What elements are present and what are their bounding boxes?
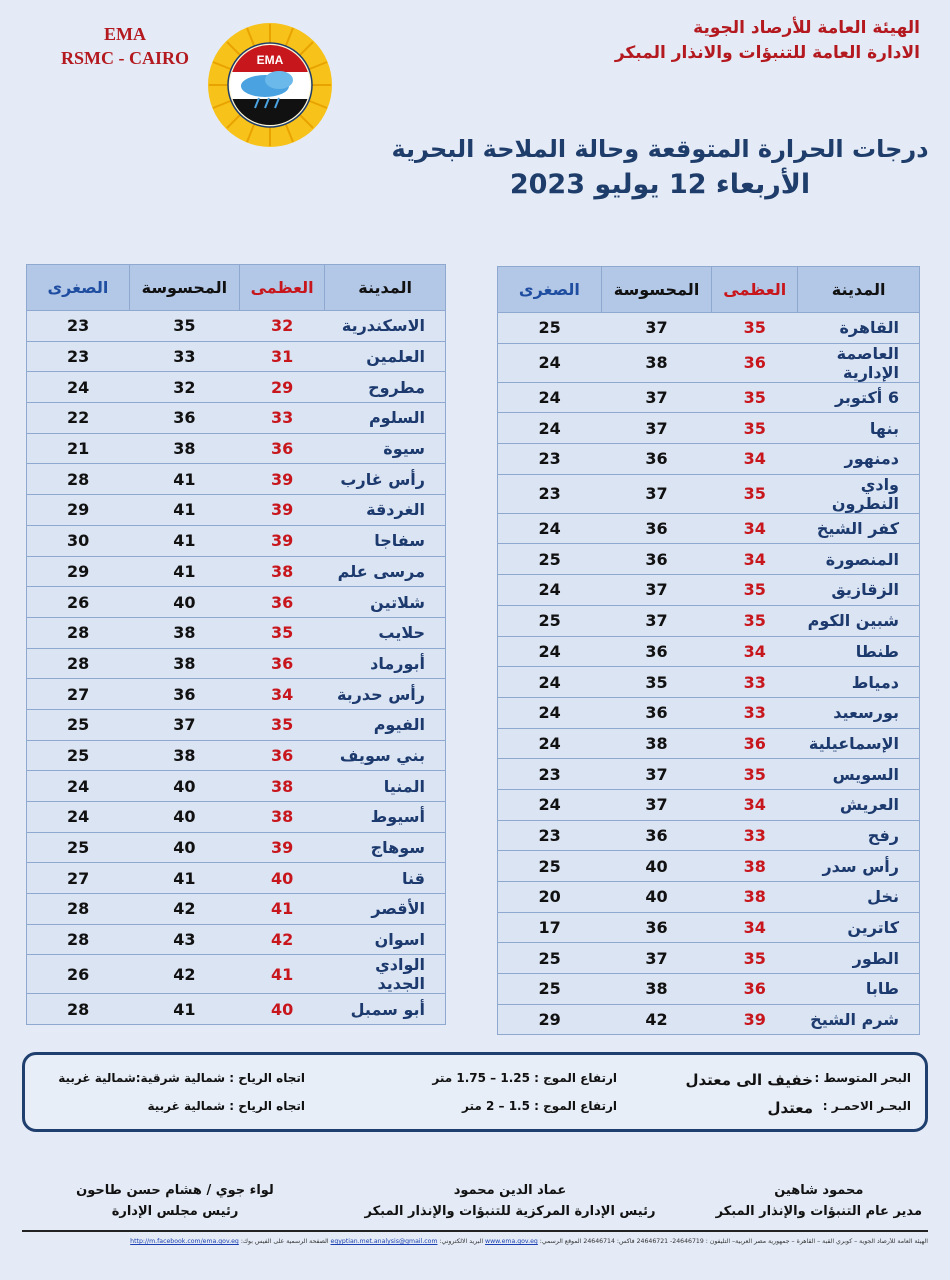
cell-max: 35: [712, 413, 798, 444]
cell-min: 26: [27, 587, 130, 618]
cell-feel: 43: [129, 924, 239, 955]
footer-email-label: البريد الالكتروني:: [439, 1238, 484, 1245]
cell-min: 25: [498, 943, 602, 974]
cell-city: نخل: [798, 882, 920, 913]
cell-feel: 36: [601, 544, 712, 575]
cell-feel: 41: [129, 863, 239, 894]
table-row: [498, 789, 920, 820]
left-temperature-table: [26, 264, 446, 1025]
cell-min: 22: [27, 403, 130, 434]
cell-max: 39: [712, 1004, 798, 1035]
cell-feel: 40: [129, 802, 239, 833]
cell-max: 39: [239, 525, 324, 556]
cell-feel: 37: [601, 413, 712, 444]
cell-max: 35: [712, 313, 798, 344]
red-state: معتدل: [767, 1099, 813, 1117]
cell-max: 38: [712, 851, 798, 882]
cell-max: 33: [712, 667, 798, 698]
cell-max: 34: [712, 513, 798, 544]
table-row: [498, 636, 920, 667]
cell-feel: 37: [601, 605, 712, 636]
cell-feel: 38: [129, 740, 239, 771]
cell-min: 24: [498, 413, 602, 444]
cell-city: الأقصر: [325, 894, 446, 925]
header-city: المدينة: [798, 267, 920, 313]
cell-min: 24: [27, 372, 130, 403]
cell-city: اسوان: [325, 924, 446, 955]
cell-min: 28: [27, 648, 130, 679]
header-max: العظمى: [712, 267, 798, 313]
table-row: [27, 894, 446, 925]
footer-facebook-link[interactable]: http://m.facebook.com/ema.gov.eg: [130, 1238, 239, 1245]
cell-min: 28: [27, 617, 130, 648]
cell-max: 35: [239, 617, 324, 648]
cell-city: الاسكندرية: [325, 311, 446, 342]
header-min: الصغرى: [27, 265, 130, 311]
cell-feel: 37: [601, 789, 712, 820]
page-title: [380, 132, 940, 202]
cell-city: دمنهور: [798, 444, 920, 475]
header-feel: المحسوسة: [129, 265, 239, 311]
cell-city: شرم الشيخ: [798, 1004, 920, 1035]
cell-feel: 42: [129, 894, 239, 925]
cell-max: 35: [712, 382, 798, 413]
cell-min: 26: [27, 955, 130, 994]
footer-email-link[interactable]: egyptian.met.analysis@gmail.com: [330, 1238, 438, 1245]
cell-feel: 38: [129, 433, 239, 464]
table-row: [27, 587, 446, 618]
cell-feel: 42: [129, 955, 239, 994]
signature-title: مدير عام التنبؤات والإنذار المبكر: [715, 1204, 922, 1219]
cell-feel: 37: [601, 943, 712, 974]
cell-min: 28: [27, 924, 130, 955]
sea-conditions-box: [22, 1052, 928, 1132]
table-row: [498, 851, 920, 882]
cell-max: 36: [712, 974, 798, 1005]
cell-min: 25: [27, 832, 130, 863]
cell-max: 35: [712, 943, 798, 974]
cell-feel: 41: [129, 525, 239, 556]
cell-feel: 37: [601, 474, 712, 513]
signature-center: [360, 1180, 660, 1222]
cell-city: العاصمة الإدارية: [798, 343, 920, 382]
cell-min: 24: [498, 575, 602, 606]
cell-feel: 37: [129, 709, 239, 740]
cell-min: 23: [498, 474, 602, 513]
cell-min: 24: [498, 697, 602, 728]
cell-city: مطروح: [325, 372, 446, 403]
cell-min: 21: [27, 433, 130, 464]
cell-feel: 38: [601, 728, 712, 759]
cell-max: 39: [239, 464, 324, 495]
rsmc-label: RSMC - CAIRO: [61, 48, 189, 68]
cell-feel: 38: [601, 974, 712, 1005]
table-row: [27, 525, 446, 556]
table-row: [498, 820, 920, 851]
cell-min: 27: [27, 863, 130, 894]
cell-max: 32: [239, 311, 324, 342]
cell-min: 24: [498, 382, 602, 413]
cell-city: رأس غارب: [325, 464, 446, 495]
cell-city: بني سويف: [325, 740, 446, 771]
cell-max: 34: [712, 912, 798, 943]
cell-max: 39: [239, 495, 324, 526]
cell-feel: 40: [601, 851, 712, 882]
cell-city: العريش: [798, 789, 920, 820]
cell-min: 25: [27, 740, 130, 771]
table-row: [498, 1004, 920, 1035]
table-header-row: [27, 265, 446, 311]
footer-divider: [22, 1230, 928, 1232]
rsmc-header: [40, 22, 210, 70]
cell-max: 29: [239, 372, 324, 403]
cell-max: 36: [712, 343, 798, 382]
cell-city: أسيوط: [325, 802, 446, 833]
header-city: المدينة: [325, 265, 446, 311]
cell-max: 35: [712, 474, 798, 513]
cell-max: 35: [712, 759, 798, 790]
cell-min: 20: [498, 882, 602, 913]
table-row: [498, 728, 920, 759]
cell-city: أبو سمبل: [325, 994, 446, 1025]
table-row: [27, 433, 446, 464]
cell-max: 36: [239, 740, 324, 771]
table-row: [498, 313, 920, 344]
cell-min: 24: [498, 343, 602, 382]
table-row: [27, 955, 446, 994]
med-wave-height: ارتفاع الموج : 1.25 – 1.75 متر: [432, 1071, 617, 1085]
cell-max: 36: [239, 648, 324, 679]
cell-feel: 32: [129, 372, 239, 403]
table-row: [27, 403, 446, 434]
cell-feel: 36: [601, 820, 712, 851]
cell-max: 42: [239, 924, 324, 955]
cell-city: شبين الكوم: [798, 605, 920, 636]
cell-max: 40: [239, 994, 324, 1025]
table-row: [27, 994, 446, 1025]
cell-min: 23: [498, 759, 602, 790]
forecast-date: الأربعاء 12 يوليو 2023: [509, 169, 811, 200]
cell-min: 24: [498, 789, 602, 820]
cell-city: الفيوم: [325, 709, 446, 740]
cell-max: 34: [712, 444, 798, 475]
table-row: [27, 648, 446, 679]
table-row: [498, 544, 920, 575]
red-sea-row: [25, 1099, 925, 1123]
table-row: [498, 382, 920, 413]
cell-city: طنطا: [798, 636, 920, 667]
table-row: [498, 605, 920, 636]
cell-max: 34: [712, 636, 798, 667]
cell-max: 35: [239, 709, 324, 740]
table-row: [27, 771, 446, 802]
cell-max: 36: [712, 728, 798, 759]
cell-feel: 37: [601, 759, 712, 790]
cell-city: الغردقة: [325, 495, 446, 526]
cell-max: 34: [712, 544, 798, 575]
footer-contact: [22, 1238, 928, 1245]
cell-max: 41: [239, 955, 324, 994]
cell-feel: 33: [129, 341, 239, 372]
table-row: [498, 413, 920, 444]
cell-max: 34: [239, 679, 324, 710]
cell-city: وادي النطرون: [798, 474, 920, 513]
signature-right: [716, 1180, 922, 1222]
cell-city: الطور: [798, 943, 920, 974]
cell-max: 38: [712, 882, 798, 913]
cell-feel: 38: [129, 648, 239, 679]
table-row: [498, 667, 920, 698]
cell-city: الإسماعيلية: [798, 728, 920, 759]
cell-max: 38: [239, 771, 324, 802]
cell-feel: 36: [129, 403, 239, 434]
table-row: [498, 343, 920, 382]
cell-city: الوادي الجديد: [325, 955, 446, 994]
cell-min: 25: [498, 974, 602, 1005]
cell-city: القاهرة: [798, 313, 920, 344]
cell-min: 23: [27, 311, 130, 342]
med-state: خفيف الى معتدل: [685, 1071, 813, 1089]
cell-min: 25: [498, 544, 602, 575]
cell-city: بنها: [798, 413, 920, 444]
footer-facebook-label: الصفحة الرسمية على الفيس بوك:: [240, 1238, 329, 1245]
cell-min: 17: [498, 912, 602, 943]
ema-logo: [207, 22, 333, 148]
signature-title: رئيس مجلس الإدارة: [111, 1204, 239, 1219]
cell-feel: 37: [601, 313, 712, 344]
cell-max: 34: [712, 789, 798, 820]
ema-label: EMA: [104, 24, 146, 44]
footer-website-link[interactable]: www.ema.gov.eg: [485, 1238, 538, 1245]
header-min: الصغرى: [498, 267, 602, 313]
signature-name: عماد الدين محمود: [453, 1183, 567, 1198]
cell-feel: 41: [129, 495, 239, 526]
table-row: [498, 974, 920, 1005]
cell-min: 24: [498, 667, 602, 698]
cell-max: 39: [239, 832, 324, 863]
cell-feel: 41: [129, 464, 239, 495]
table-row: [498, 474, 920, 513]
header-feel: المحسوسة: [601, 267, 712, 313]
cell-feel: 41: [129, 994, 239, 1025]
cell-feel: 38: [601, 343, 712, 382]
cell-city: أبورماد: [325, 648, 446, 679]
cell-min: 24: [498, 728, 602, 759]
cell-feel: 36: [601, 444, 712, 475]
red-label: البحـر الاحمـر :: [822, 1099, 911, 1113]
cell-city: كاترين: [798, 912, 920, 943]
table-row: [27, 832, 446, 863]
med-label: البحر المتوسط :: [814, 1071, 911, 1085]
table-row: [27, 709, 446, 740]
table-row: [498, 759, 920, 790]
table-row: [498, 513, 920, 544]
red-wind-direction: اتجاه الرياح : شمالية غربية: [147, 1099, 305, 1113]
cell-max: 36: [239, 433, 324, 464]
cell-feel: 41: [129, 556, 239, 587]
cell-city: العلمين: [325, 341, 446, 372]
cell-min: 28: [27, 464, 130, 495]
cell-max: 38: [239, 802, 324, 833]
table-row: [498, 912, 920, 943]
signature-name: لواء جوي / هشام حسن طاحون: [76, 1183, 274, 1198]
cell-max: 36: [239, 587, 324, 618]
cell-feel: 37: [601, 575, 712, 606]
cell-city: سيوة: [325, 433, 446, 464]
cell-city: سوهاج: [325, 832, 446, 863]
cell-city: شلاتين: [325, 587, 446, 618]
cell-city: المنيا: [325, 771, 446, 802]
cell-max: 35: [712, 605, 798, 636]
cell-city: رأس سدر: [798, 851, 920, 882]
table-row: [27, 740, 446, 771]
table-row: [27, 495, 446, 526]
table-row: [27, 556, 446, 587]
table-row: [27, 341, 446, 372]
cell-max: 33: [712, 697, 798, 728]
table-row: [498, 575, 920, 606]
cell-city: السويس: [798, 759, 920, 790]
footer-address: الهيئة العامة للأرصاد الجوية – كوبري القبة – القاهرة – جمهورية مصر العربية– التليفون : 24646719- 24646721 فاكس: 24646714 الموقع الرسمي:: [539, 1238, 928, 1245]
cell-max: 41: [239, 894, 324, 925]
cell-feel: 40: [129, 771, 239, 802]
cell-city: قنا: [325, 863, 446, 894]
table-row: [27, 679, 446, 710]
cell-feel: 42: [601, 1004, 712, 1035]
table-row: [27, 372, 446, 403]
signature-left: [60, 1180, 290, 1222]
table-row: [498, 444, 920, 475]
cell-city: دمياط: [798, 667, 920, 698]
cell-city: بورسعيد: [798, 697, 920, 728]
cell-feel: 40: [601, 882, 712, 913]
signature-name: محمود شاهين: [774, 1183, 864, 1198]
cell-min: 24: [27, 771, 130, 802]
header-max: العظمى: [239, 265, 324, 311]
table-header-row: [498, 267, 920, 313]
cell-feel: 36: [601, 513, 712, 544]
cell-min: 25: [498, 313, 602, 344]
cell-min: 25: [498, 851, 602, 882]
department-name: الادارة العامة للتنبؤات والانذار المبكر: [614, 43, 920, 63]
table-row: [27, 924, 446, 955]
logo-text: EMA: [256, 53, 284, 67]
cell-max: 33: [712, 820, 798, 851]
cell-min: 28: [27, 994, 130, 1025]
cell-feel: 36: [601, 697, 712, 728]
cell-feel: 40: [129, 832, 239, 863]
table-row: [498, 697, 920, 728]
cell-city: 6 أكتوبر: [798, 382, 920, 413]
cell-min: 24: [27, 802, 130, 833]
cell-max: 38: [239, 556, 324, 587]
signature-title: رئيس الإدارة المركزية للتنبؤات والإنذار المبكر: [364, 1204, 656, 1219]
cell-min: 23: [498, 820, 602, 851]
cell-max: 35: [712, 575, 798, 606]
cell-feel: 37: [601, 382, 712, 413]
table-row: [27, 464, 446, 495]
med-wind-direction: اتجاه الرياح : شمالية شرقية:شمالية غربية: [58, 1071, 305, 1085]
cell-min: 30: [27, 525, 130, 556]
cell-min: 24: [498, 636, 602, 667]
cell-feel: 38: [129, 617, 239, 648]
cell-city: حلايب: [325, 617, 446, 648]
cell-max: 40: [239, 863, 324, 894]
cell-min: 28: [27, 894, 130, 925]
cell-max: 31: [239, 341, 324, 372]
cell-city: سفاجا: [325, 525, 446, 556]
table-row: [27, 863, 446, 894]
cell-max: 33: [239, 403, 324, 434]
cell-city: كفر الشيخ: [798, 513, 920, 544]
cell-min: 25: [27, 709, 130, 740]
cell-feel: 36: [601, 636, 712, 667]
cell-feel: 35: [129, 311, 239, 342]
table-row: [27, 617, 446, 648]
right-temperature-table: [497, 266, 920, 1035]
authority-header: [615, 16, 920, 66]
cell-min: 29: [27, 556, 130, 587]
table-row: [498, 882, 920, 913]
cell-city: المنصورة: [798, 544, 920, 575]
cell-min: 27: [27, 679, 130, 710]
table-row: [27, 311, 446, 342]
cell-feel: 35: [601, 667, 712, 698]
cell-city: مرسى علم: [325, 556, 446, 587]
cell-feel: 36: [601, 912, 712, 943]
authority-name: الهيئة العامة للأرصاد الجوية: [693, 18, 920, 38]
cell-feel: 40: [129, 587, 239, 618]
cell-city: طابا: [798, 974, 920, 1005]
cell-min: 29: [27, 495, 130, 526]
cell-city: السلوم: [325, 403, 446, 434]
cell-feel: 36: [129, 679, 239, 710]
cell-min: 29: [498, 1004, 602, 1035]
cell-min: 25: [498, 605, 602, 636]
table-row: [498, 943, 920, 974]
cell-city: رأس حدربة: [325, 679, 446, 710]
cell-min: 23: [498, 444, 602, 475]
mediterranean-row: [25, 1071, 925, 1095]
cell-city: الزقازيق: [798, 575, 920, 606]
cell-min: 23: [27, 341, 130, 372]
red-wave-height: ارتفاع الموج : 1.5 – 2 متر: [461, 1099, 617, 1113]
cell-city: رفح: [798, 820, 920, 851]
cell-min: 24: [498, 513, 602, 544]
title-text: درجات الحرارة المتوقعة وحالة الملاحة البحرية: [391, 135, 929, 163]
table-row: [27, 802, 446, 833]
